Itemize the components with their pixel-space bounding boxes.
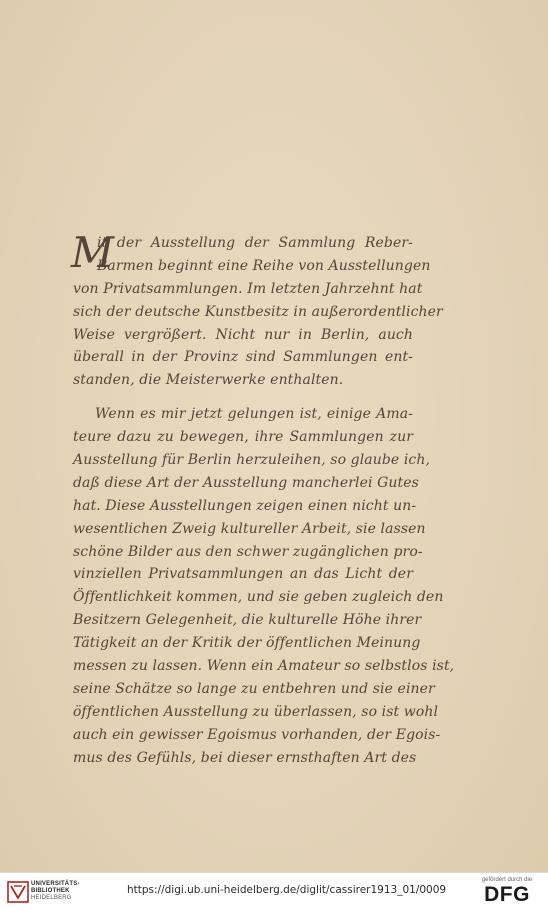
text-line: seine Schätze so lange zu entbehren und sie einer (73, 680, 435, 697)
text-line: Wenn es mir jetzt gelungen ist, einige Ama- (95, 406, 413, 423)
text-line: messen zu lassen. Wenn ein Amateur so selbstlos ist, (73, 658, 455, 675)
library-name[interactable] (31, 881, 80, 902)
text-line: sich der deutsche Kunstbesitz in außerordentlicher (73, 303, 443, 320)
text-line: Barmen beginnt eine Reihe von Ausstellungen (97, 257, 431, 274)
text-line: it der Ausstellung der Sammlung Reber- (97, 235, 413, 251)
text-line: Tätigkeit an der Kritik der öffentlichen Meinung (73, 635, 421, 652)
text-line: Öffentlichkeit kommen, und sie geben zugleich den (73, 589, 444, 606)
university-library-logo-icon[interactable] (7, 880, 29, 904)
text-line: Weise vergrößert. Nicht nur in Berlin, auch (73, 326, 413, 343)
library-name-line: UNIVERSITÄTS- (31, 881, 80, 887)
text-line: mus des Gefühls, bei dieser ernsthaften Art des (73, 749, 417, 766)
dfg-logo-icon: DFG (484, 883, 530, 906)
text-line: standen, die Meisterwerke enthalten. (73, 372, 344, 389)
text-line: daß diese Art der Ausstellung mancherlei Gutes (73, 474, 419, 491)
dfg-funding[interactable] (476, 876, 538, 906)
funding-caption: gefördert durch die (481, 877, 533, 883)
text-line: hat. Diese Ausstellungen zeigen einen nicht un- (73, 497, 417, 514)
body-text (71, 228, 455, 769)
text-line: teure dazu zu bewegen, ihre Sammlungen zur (73, 429, 413, 446)
text-line: von Privatsammlungen. Im letzten Jahrzehnt hat (73, 280, 423, 297)
viewer-footer (0, 872, 548, 911)
text-line: auch ein gewisser Egoismus vorhanden, der Egois- (73, 726, 441, 743)
text-line: schöne Bilder aus den schwer zugänglichen pro- (73, 543, 423, 560)
permalink-url[interactable]: https://digi.ub.uni-heidelberg.de/diglit/cassirer1913_01/0009 (127, 884, 447, 896)
library-name-line: BIBLIOTHEK (31, 888, 70, 894)
library-name-line: HEIDELBERG (31, 895, 72, 901)
text-line: Ausstellung für Berlin herzuleihen, so glaube ich, (73, 452, 431, 469)
text-line: vinziellen Privatsammlungen an das Licht der (73, 566, 413, 583)
text-line: überall in der Provinz sind Sammlungen ent- (73, 349, 413, 366)
text-line: Besitzern Gelegenheit, die kulturelle Höhe ihrer (73, 612, 422, 629)
text-line: öffentlichen Ausstellung zu überlassen, so ist wohl (73, 703, 439, 720)
drop-cap-initial: M (71, 228, 115, 277)
text-line: wesentlichen Zweig kultureller Arbeit, sie lassen (73, 520, 426, 537)
